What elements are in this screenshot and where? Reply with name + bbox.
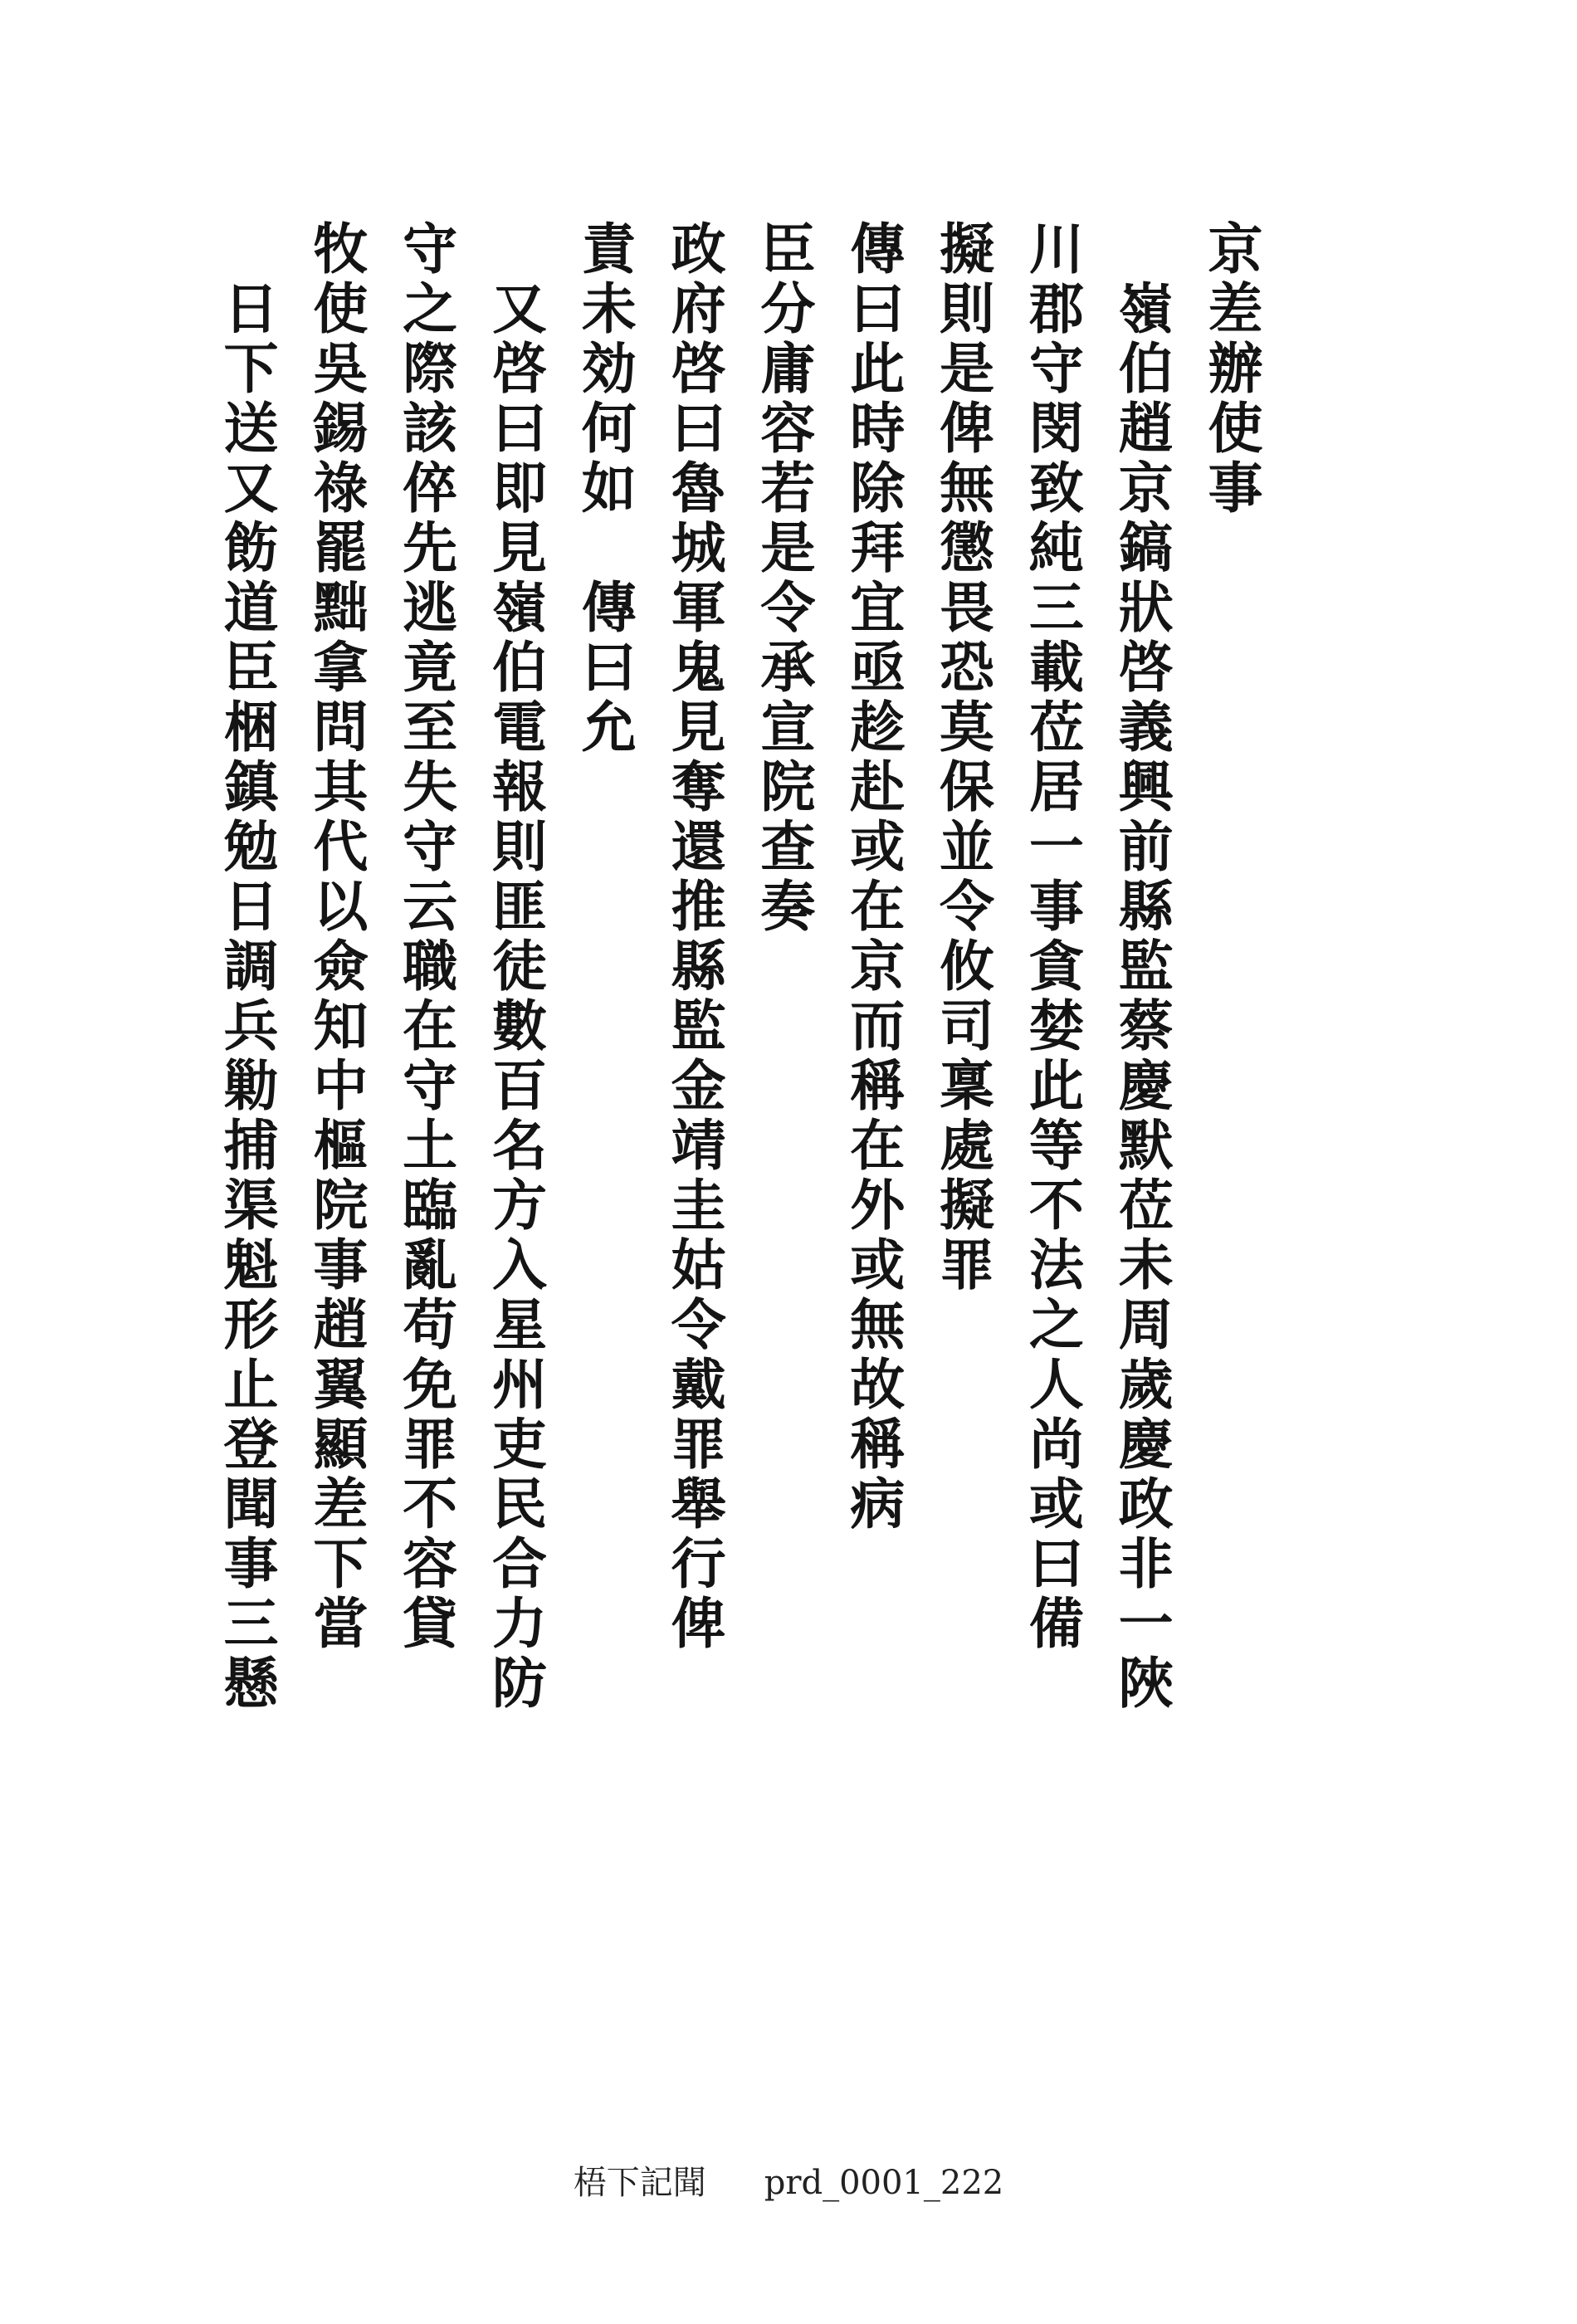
text-column: 臣分庸容若是令承宣院查奏	[750, 220, 816, 937]
text-column: 又啓曰即見嶺伯電報則匪徒數百名方入星州吏民合力防	[482, 280, 548, 1714]
text-column: 牧使吳錫祿罷黜拿問其代以僉知中樞院事趙翼顯差下當	[303, 220, 369, 1654]
page-id: prd_0001_222	[764, 2164, 1004, 2202]
page-footer	[0, 2156, 1577, 2204]
text-column: 日下送又飭道臣梱鎮勉日調兵勦捕渠魁形止登聞事三懸	[214, 280, 279, 1714]
text-column: 擬則是俾無懲畏恐莫保並令攸司稟處擬罪	[930, 220, 995, 1296]
text-column: 川郡守閔致純三載莅居一事貪婪此等不法之人尚或曰備	[1019, 220, 1085, 1654]
text-column: 嶺伯趙京鎬狀啓義興前縣監蔡慶默莅未周歲慶政非一陜	[1109, 280, 1174, 1714]
text-column: 政府啓曰魯城軍鬼見奪還推縣監金靖圭姑令戴罪舉行俾	[662, 220, 727, 1654]
book-title: 梧下記聞	[573, 2164, 706, 2202]
text-column: 傳曰此時除拜宜亟趁赴或在京而稱在外或無故稱病	[840, 220, 906, 1535]
text-column: 守之際該倅先逃竟至失守云職在守土臨亂苟免罪不容貸	[393, 220, 458, 1654]
text-column: 京差辦使事	[1198, 220, 1263, 519]
vertical-text-block	[212, 220, 1266, 1838]
text-column: 責未効何如 傳曰允	[572, 220, 637, 758]
